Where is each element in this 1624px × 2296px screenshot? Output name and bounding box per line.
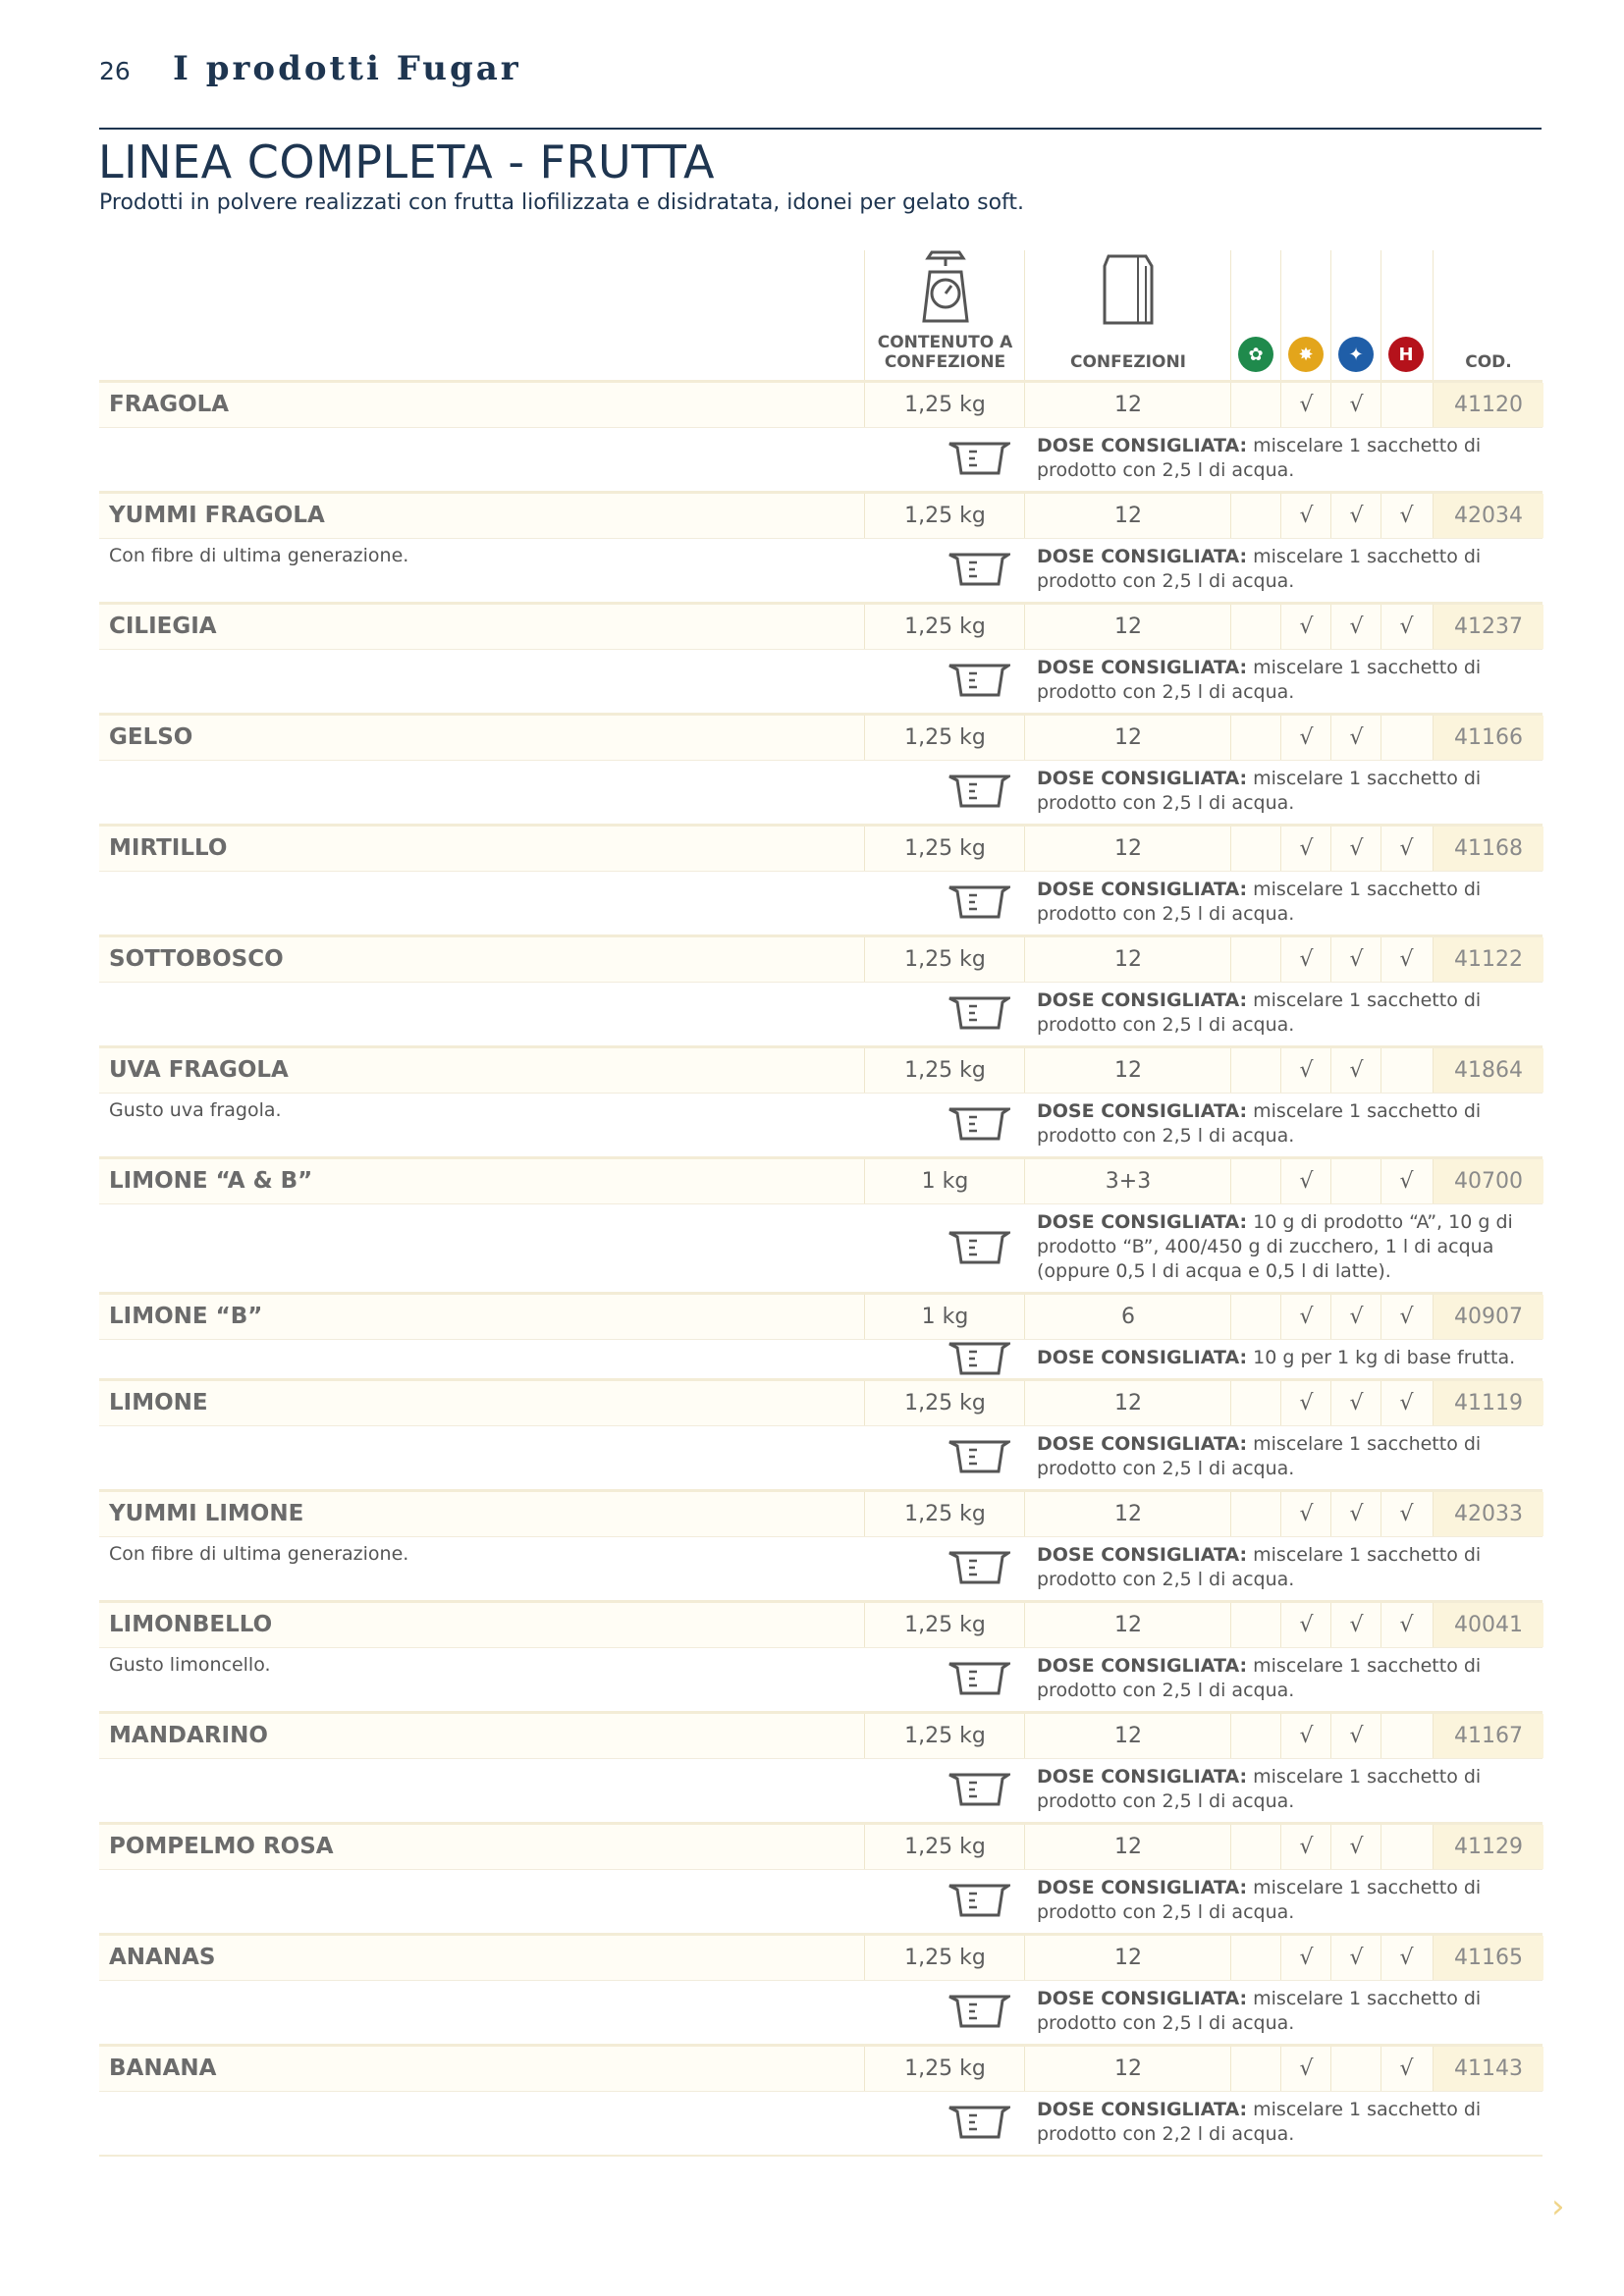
dose-text: [1037, 872, 1543, 934]
product-code: 41120: [1433, 383, 1543, 427]
product-name: SOTTOBOSCO: [109, 946, 284, 972]
header-divider: [99, 128, 1542, 130]
dose-instructions: 10 g per 1 kg di base frutta.: [1253, 1347, 1516, 1368]
check-halal: √: [1380, 1936, 1432, 1980]
measuring-cup: [947, 881, 1010, 925]
check-lactose-free: √: [1330, 383, 1381, 427]
product-group: [99, 1378, 1543, 1489]
product-packs: 12: [1024, 383, 1231, 427]
product-packs: 12: [1024, 494, 1231, 538]
dose-text: [1037, 983, 1543, 1045]
page-subtitle: Prodotti in polvere realizzati con frutta liofilizzata e disidratata, idonei per gelato soft.: [99, 190, 1025, 215]
dose-row: [99, 982, 1543, 1045]
product-name: LIMONE “A & B”: [109, 1168, 313, 1194]
measuring-cup: [947, 1547, 1010, 1590]
check-lactose-free: √: [1330, 827, 1381, 871]
page-title: LINEA COMPLETA - FRUTTA: [98, 135, 715, 188]
dose-row: [99, 1425, 1543, 1489]
product-code: 41122: [1433, 937, 1543, 982]
product-group: [99, 1489, 1543, 1600]
measuring-cup: [947, 438, 1010, 481]
measuring-cup: [947, 1658, 1010, 1701]
product-packs: 12: [1024, 2047, 1231, 2091]
dose-text: [1037, 539, 1543, 602]
dose-row: [99, 1758, 1543, 1822]
product-row: [99, 1825, 1543, 1869]
product-group: [99, 713, 1543, 824]
check-lactose-free: √: [1330, 1492, 1381, 1536]
cert-col-vegan: [1230, 250, 1281, 380]
column-label-packs: CONFEZIONI: [1069, 352, 1187, 372]
product-row: [99, 937, 1543, 982]
measuring-cup-icon: [947, 438, 1010, 477]
product-quantity: 1,25 kg: [864, 494, 1025, 538]
product-row: [99, 494, 1543, 538]
dose-text: [1037, 1648, 1543, 1711]
check-gluten-free: √: [1280, 827, 1331, 871]
check-gluten-free: √: [1280, 1825, 1331, 1869]
product-quantity: 1,25 kg: [864, 383, 1025, 427]
dose-label: DOSE CONSIGLIATA:: [1037, 1655, 1248, 1677]
dose-row: [99, 1647, 1543, 1711]
dose-instructions: miscelare 1 sacchetto di prodotto con 2,5 l di acqua.: [1037, 1100, 1482, 1147]
product-packs: 12: [1024, 1381, 1231, 1425]
dose-instructions: miscelare 1 sacchetto di prodotto con 2,5 l di acqua.: [1037, 1655, 1482, 1701]
column-label-quantity: CONTENUTO A CONFEZIONE: [877, 333, 1013, 372]
check-gluten-free: √: [1280, 1381, 1331, 1425]
product-quantity: 1,25 kg: [864, 1381, 1025, 1425]
check-gluten-free: √: [1280, 1295, 1331, 1339]
next-page-arrow-icon[interactable]: ›: [1551, 2187, 1565, 2226]
product-quantity: 1 kg: [864, 1159, 1025, 1203]
vegan-icon: ✿: [1238, 337, 1273, 372]
dose-label: DOSE CONSIGLIATA:: [1037, 1544, 1248, 1566]
product-name: GELSO: [109, 724, 193, 750]
product-code: 41864: [1433, 1048, 1543, 1093]
gluten-free-icon: ✸: [1288, 337, 1324, 372]
dose-instructions: miscelare 1 sacchetto di prodotto con 2,5 l di acqua.: [1037, 435, 1482, 481]
check-vegan: [1230, 2047, 1281, 2091]
product-packs: 12: [1024, 1936, 1231, 1980]
product-code: 41143: [1433, 2047, 1543, 2091]
check-halal: √: [1380, 494, 1432, 538]
dose-instructions: 10 g di prodotto “A”, 10 g di prodotto “B”, 400/450 g di zucchero, 1 l di acqua (oppure 0,5 l di acqua e 0,5 l di latte).: [1037, 1211, 1513, 1282]
dose-label: DOSE CONSIGLIATA:: [1037, 1877, 1248, 1898]
check-vegan: [1230, 1603, 1281, 1647]
check-halal: [1380, 716, 1432, 760]
column-header-code: [1433, 250, 1543, 380]
product-description: Con fibre di ultima generazione.: [109, 545, 409, 566]
dose-text: [1037, 1204, 1543, 1292]
product-row: [99, 716, 1543, 760]
check-vegan: [1230, 1714, 1281, 1758]
measuring-cup: [947, 771, 1010, 814]
measuring-cup: [947, 1103, 1010, 1147]
check-vegan: [1230, 937, 1281, 982]
check-gluten-free: √: [1280, 494, 1331, 538]
dose-row: [99, 1536, 1543, 1600]
product-name: POMPELMO ROSA: [109, 1834, 334, 1859]
dose-instructions: miscelare 1 sacchetto di prodotto con 2,5 l di acqua.: [1037, 1433, 1482, 1479]
check-vegan: [1230, 827, 1281, 871]
product-code: 40041: [1433, 1603, 1543, 1647]
product-quantity: 1,25 kg: [864, 1492, 1025, 1536]
dose-row: [99, 1339, 1543, 1378]
product-group: [99, 2044, 1543, 2155]
dose-row: [99, 2091, 1543, 2155]
check-gluten-free: √: [1280, 383, 1331, 427]
dose-text: [1037, 1759, 1543, 1822]
check-vegan: [1230, 605, 1281, 649]
product-packs: 12: [1024, 1048, 1231, 1093]
measuring-cup: [947, 660, 1010, 703]
dose-instructions: miscelare 1 sacchetto di prodotto con 2,5 l di acqua.: [1037, 989, 1482, 1036]
dose-instructions: miscelare 1 sacchetto di prodotto con 2,2 l di acqua.: [1037, 2099, 1482, 2145]
column-label-code: COD.: [1465, 352, 1512, 372]
dose-text: [1037, 1094, 1543, 1156]
product-quantity: 1,25 kg: [864, 1936, 1025, 1980]
cert-col-gluten-free: [1280, 250, 1331, 380]
dose-row: [99, 427, 1543, 491]
check-lactose-free: √: [1330, 937, 1381, 982]
product-row: [99, 1381, 1543, 1425]
check-halal: √: [1380, 1381, 1432, 1425]
product-group: [99, 491, 1543, 602]
check-halal: √: [1380, 605, 1432, 649]
product-code: 42034: [1433, 494, 1543, 538]
dose-row: [99, 538, 1543, 602]
dose-row: [99, 649, 1543, 713]
product-packs: 12: [1024, 937, 1231, 982]
product-code: 41129: [1433, 1825, 1543, 1869]
check-vegan: [1230, 716, 1281, 760]
check-gluten-free: √: [1280, 605, 1331, 649]
dose-label: DOSE CONSIGLIATA:: [1037, 1100, 1248, 1122]
dose-text: [1037, 1537, 1543, 1600]
check-vegan: [1230, 1159, 1281, 1203]
dose-label: DOSE CONSIGLIATA:: [1037, 1433, 1248, 1455]
product-row: [99, 1492, 1543, 1536]
measuring-cup: [947, 1769, 1010, 1812]
product-packs: 12: [1024, 1825, 1231, 1869]
check-vegan: [1230, 1936, 1281, 1980]
check-halal: √: [1380, 1295, 1432, 1339]
measuring-cup-icon: [947, 1880, 1010, 1919]
measuring-cup-icon: [947, 1658, 1010, 1697]
check-gluten-free: √: [1280, 1492, 1331, 1536]
check-lactose-free: √: [1330, 1603, 1381, 1647]
product-row: [99, 1295, 1543, 1339]
check-halal: √: [1380, 1603, 1432, 1647]
page-header: [99, 49, 521, 88]
dose-label: DOSE CONSIGLIATA:: [1037, 2099, 1248, 2120]
product-quantity: 1,25 kg: [864, 937, 1025, 982]
product-group: [99, 1292, 1543, 1378]
measuring-cup-icon: [947, 1338, 1010, 1377]
product-packs: 3+3: [1024, 1159, 1231, 1203]
dose-instructions: miscelare 1 sacchetto di prodotto con 2,5 l di acqua.: [1037, 1877, 1482, 1923]
bag-icon: [1097, 250, 1160, 329]
product-packs: 12: [1024, 716, 1231, 760]
measuring-cup: [947, 1436, 1010, 1479]
check-lactose-free: √: [1330, 1936, 1381, 1980]
check-gluten-free: √: [1280, 2047, 1331, 2091]
check-gluten-free: √: [1280, 1936, 1331, 1980]
check-halal: [1380, 1714, 1432, 1758]
product-name: BANANA: [109, 2056, 217, 2081]
dose-text: [1037, 1340, 1543, 1378]
product-name: YUMMI FRAGOLA: [109, 503, 325, 528]
check-lactose-free: √: [1330, 1381, 1381, 1425]
dose-text: [1037, 2092, 1543, 2155]
measuring-cup: [947, 1991, 1010, 2034]
product-group: [99, 824, 1543, 934]
check-lactose-free: √: [1330, 1295, 1381, 1339]
product-description: Con fibre di ultima generazione.: [109, 1543, 409, 1565]
measuring-cup-icon: [947, 1103, 1010, 1143]
product-group: [99, 1600, 1543, 1711]
dose-row: [99, 1869, 1543, 1933]
product-code: 41167: [1433, 1714, 1543, 1758]
scale-icon: [914, 250, 977, 325]
column-header-packs: [1024, 250, 1231, 380]
measuring-cup-icon: [947, 1227, 1010, 1266]
dose-label: DOSE CONSIGLIATA:: [1037, 1347, 1248, 1368]
dose-row: [99, 1093, 1543, 1156]
product-name: FRAGOLA: [109, 392, 230, 417]
check-lactose-free: [1330, 2047, 1381, 2091]
dose-label: DOSE CONSIGLIATA:: [1037, 546, 1248, 567]
dose-text: [1037, 1426, 1543, 1489]
product-packs: 12: [1024, 605, 1231, 649]
measuring-cup: [947, 1227, 1010, 1270]
product-code: 41166: [1433, 716, 1543, 760]
column-header-quantity: [864, 250, 1025, 380]
product-row: [99, 605, 1543, 649]
dose-instructions: miscelare 1 sacchetto di prodotto con 2,5 l di acqua.: [1037, 657, 1482, 703]
measuring-cup: [947, 1338, 1010, 1381]
check-gluten-free: √: [1280, 1048, 1331, 1093]
dose-row: [99, 871, 1543, 934]
product-quantity: 1 kg: [864, 1295, 1025, 1339]
check-lactose-free: √: [1330, 1825, 1381, 1869]
product-group: [99, 1045, 1543, 1156]
product-group: [99, 1933, 1543, 2044]
measuring-cup-icon: [947, 660, 1010, 699]
measuring-cup-icon: [947, 1769, 1010, 1808]
check-halal: √: [1380, 2047, 1432, 2091]
product-quantity: 1,25 kg: [864, 1714, 1025, 1758]
product-group: [99, 934, 1543, 1045]
product-packs: 12: [1024, 827, 1231, 871]
check-vegan: [1230, 1825, 1281, 1869]
lactose-free-icon: ✦: [1338, 337, 1374, 372]
product-name: UVA FRAGOLA: [109, 1057, 289, 1083]
check-gluten-free: √: [1280, 937, 1331, 982]
dose-label: DOSE CONSIGLIATA:: [1037, 1988, 1248, 2009]
dose-label: DOSE CONSIGLIATA:: [1037, 1211, 1248, 1233]
dose-instructions: miscelare 1 sacchetto di prodotto con 2,5 l di acqua.: [1037, 1766, 1482, 1812]
product-row: [99, 1159, 1543, 1203]
product-rows: [99, 380, 1543, 2157]
product-row: [99, 827, 1543, 871]
check-halal: √: [1380, 827, 1432, 871]
dose-instructions: miscelare 1 sacchetto di prodotto con 2,5 l di acqua.: [1037, 879, 1482, 925]
dose-label: DOSE CONSIGLIATA:: [1037, 1766, 1248, 1788]
check-lactose-free: √: [1330, 494, 1381, 538]
check-halal: √: [1380, 1492, 1432, 1536]
check-halal: √: [1380, 937, 1432, 982]
dose-text: [1037, 650, 1543, 713]
dose-label: DOSE CONSIGLIATA:: [1037, 435, 1248, 456]
check-halal: [1380, 1048, 1432, 1093]
dose-instructions: miscelare 1 sacchetto di prodotto con 2,5 l di acqua.: [1037, 1544, 1482, 1590]
dose-text: [1037, 761, 1543, 824]
dose-row: [99, 1980, 1543, 2044]
measuring-cup-icon: [947, 549, 1010, 588]
product-name: ANANAS: [109, 1945, 216, 1970]
cert-col-lactose-free: [1330, 250, 1381, 380]
column-header-certifications: [1230, 250, 1433, 380]
halal-icon: H: [1388, 337, 1424, 372]
measuring-cup-icon: [947, 1991, 1010, 2030]
measuring-cup-icon: [947, 992, 1010, 1032]
product-name: LIMONBELLO: [109, 1612, 273, 1637]
product-name: MANDARINO: [109, 1723, 268, 1748]
product-quantity: 1,25 kg: [864, 1603, 1025, 1647]
dose-label: DOSE CONSIGLIATA:: [1037, 879, 1248, 900]
product-quantity: 1,25 kg: [864, 605, 1025, 649]
dose-row: [99, 1203, 1543, 1292]
product-code: 41119: [1433, 1381, 1543, 1425]
dose-label: DOSE CONSIGLIATA:: [1037, 768, 1248, 789]
check-vegan: [1230, 1492, 1281, 1536]
product-quantity: 1,25 kg: [864, 2047, 1025, 2091]
check-lactose-free: √: [1330, 605, 1381, 649]
product-row: [99, 2047, 1543, 2091]
product-packs: 6: [1024, 1295, 1231, 1339]
check-vegan: [1230, 1295, 1281, 1339]
check-gluten-free: √: [1280, 1603, 1331, 1647]
section-title: I prodotti Fugar: [173, 49, 521, 88]
dose-text: [1037, 1981, 1543, 2044]
measuring-cup-icon: [947, 2102, 1010, 2141]
check-vegan: [1230, 1048, 1281, 1093]
product-code: 41237: [1433, 605, 1543, 649]
product-group: [99, 380, 1543, 491]
check-vegan: [1230, 494, 1281, 538]
measuring-cup-icon: [947, 1547, 1010, 1586]
product-packs: 12: [1024, 1714, 1231, 1758]
check-gluten-free: √: [1280, 716, 1331, 760]
dose-instructions: miscelare 1 sacchetto di prodotto con 2,5 l di acqua.: [1037, 546, 1482, 592]
measuring-cup-icon: [947, 771, 1010, 810]
product-description: Gusto uva fragola.: [109, 1099, 282, 1121]
product-name: LIMONE: [109, 1390, 208, 1415]
page-number: 26: [99, 57, 131, 85]
product-packs: 12: [1024, 1492, 1231, 1536]
product-description: Gusto limoncello.: [109, 1654, 271, 1676]
product-quantity: 1,25 kg: [864, 827, 1025, 871]
dose-row: [99, 760, 1543, 824]
dose-label: DOSE CONSIGLIATA:: [1037, 657, 1248, 678]
product-code: 41165: [1433, 1936, 1543, 1980]
product-code: 40700: [1433, 1159, 1543, 1203]
product-row: [99, 1714, 1543, 1758]
product-code: 42033: [1433, 1492, 1543, 1536]
product-row: [99, 383, 1543, 427]
product-row: [99, 1603, 1543, 1647]
measuring-cup-icon: [947, 1436, 1010, 1475]
dose-instructions: miscelare 1 sacchetto di prodotto con 2,5 l di acqua.: [1037, 1988, 1482, 2034]
product-row: [99, 1936, 1543, 1980]
product-group: [99, 602, 1543, 713]
dose-text: [1037, 428, 1543, 491]
check-vegan: [1230, 1381, 1281, 1425]
check-halal: √: [1380, 1159, 1432, 1203]
product-name: YUMMI LIMONE: [109, 1501, 304, 1526]
measuring-cup: [947, 2102, 1010, 2145]
product-row: [99, 1048, 1543, 1093]
dose-text: [1037, 1870, 1543, 1933]
product-quantity: 1,25 kg: [864, 1048, 1025, 1093]
product-code: 40907: [1433, 1295, 1543, 1339]
measuring-cup-icon: [947, 881, 1010, 921]
product-quantity: 1,25 kg: [864, 716, 1025, 760]
product-code: 41168: [1433, 827, 1543, 871]
check-halal: [1380, 1825, 1432, 1869]
check-lactose-free: √: [1330, 1714, 1381, 1758]
check-lactose-free: √: [1330, 716, 1381, 760]
cert-col-halal: [1380, 250, 1432, 380]
product-name: CILIEGIA: [109, 614, 217, 639]
measuring-cup: [947, 549, 1010, 592]
product-group: [99, 1822, 1543, 1933]
dose-instructions: miscelare 1 sacchetto di prodotto con 2,5 l di acqua.: [1037, 768, 1482, 814]
check-lactose-free: √: [1330, 1048, 1381, 1093]
product-group: [99, 1156, 1543, 1292]
check-gluten-free: √: [1280, 1159, 1331, 1203]
check-gluten-free: √: [1280, 1714, 1331, 1758]
measuring-cup: [947, 1880, 1010, 1923]
dose-label: DOSE CONSIGLIATA:: [1037, 989, 1248, 1011]
measuring-cup: [947, 992, 1010, 1036]
check-halal: [1380, 383, 1432, 427]
check-lactose-free: [1330, 1159, 1381, 1203]
product-name: MIRTILLO: [109, 835, 228, 861]
check-vegan: [1230, 383, 1281, 427]
product-name: LIMONE “B”: [109, 1304, 263, 1329]
table-bottom-rule: [99, 2155, 1543, 2157]
product-quantity: 1,25 kg: [864, 1825, 1025, 1869]
product-group: [99, 1711, 1543, 1822]
product-packs: 12: [1024, 1603, 1231, 1647]
